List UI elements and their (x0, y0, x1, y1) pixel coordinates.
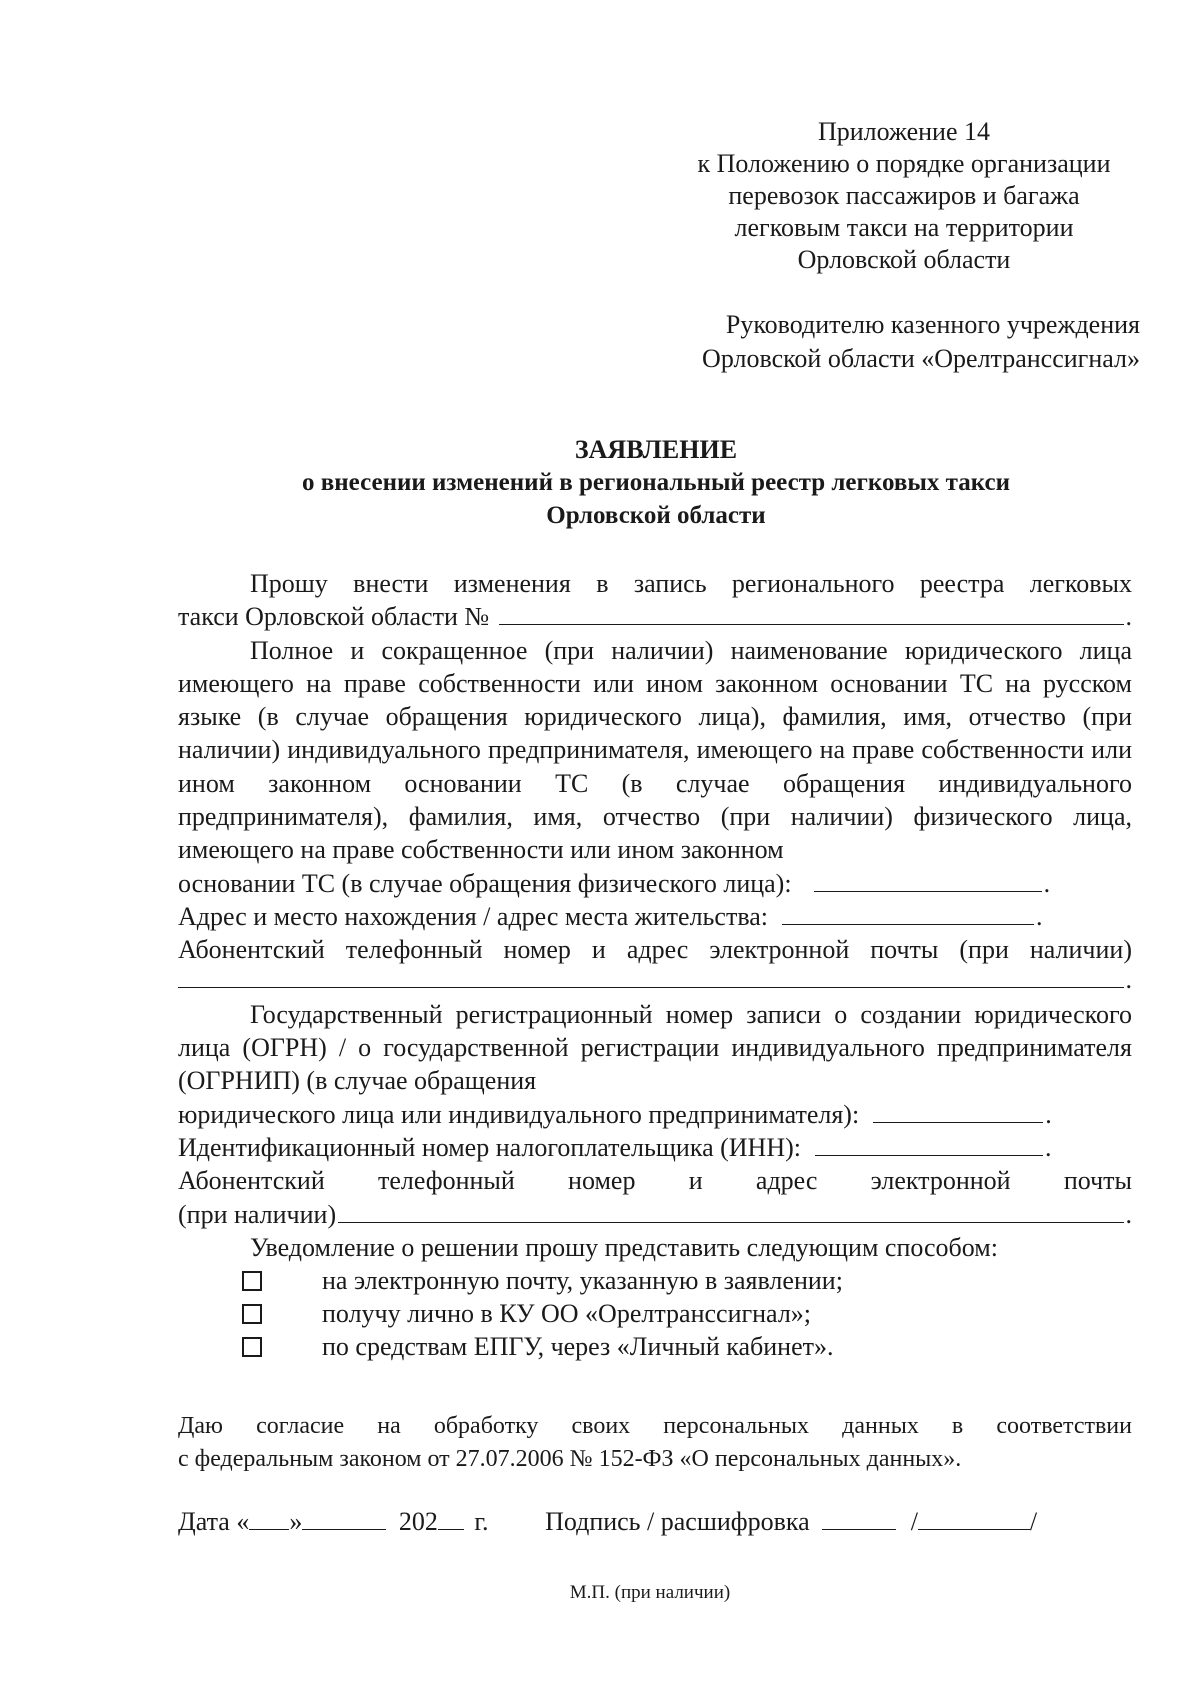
phone-email-field-2[interactable] (338, 1221, 1123, 1223)
in-person-checkbox[interactable] (242, 1304, 262, 1324)
form-body (178, 567, 1132, 1363)
registry-number-row (178, 600, 1132, 633)
year-suffix: г. (474, 1507, 489, 1536)
notification-option-in-person[interactable] (178, 1297, 1132, 1330)
notification-option-epgu[interactable] (178, 1330, 1132, 1363)
addressee-line: Орловской области «Орелтранссигнал» (702, 344, 1140, 373)
owner-name-field[interactable] (814, 890, 1042, 892)
date-year-field[interactable] (438, 1507, 464, 1530)
owner-name-instructions: Полное и сокращенное (при наличии) наименование юридического лица имеющего на праве собственности или ином законном основании ТС на русском языке (в случае обращения юридического лица), фамилия, имя, отчество (при наличии) индивидуального предпринимателя, имеющего на праве собственности или ином законном основании ТС (в случае обращения индивидуального предпринимателя), фамилия, имя, отчество (при наличии) физического лица, имеющего на праве собственности или ином законном (178, 635, 1132, 865)
inn-field[interactable] (815, 1154, 1043, 1156)
phone-email-label-2: Абонентский телефонный номер и адрес электронной почты (178, 1166, 1132, 1196)
registry-number-label: такси Орловской области № (178, 602, 490, 632)
date-year-prefix: 202 (398, 1507, 438, 1536)
personal-data-consent (178, 1410, 1132, 1476)
consent-line: с федеральным законом от 27.07.2006 № 152-ФЗ «О персональных данных». (178, 1446, 962, 1472)
ogrn-field[interactable] (873, 1121, 1043, 1123)
inn-row (178, 1131, 1132, 1164)
signature-label: Подпись / расшифровка (545, 1507, 810, 1536)
title-line: Орловской области (546, 502, 766, 529)
signature-decryption-field[interactable] (918, 1507, 1030, 1530)
slash: / (910, 1507, 918, 1536)
appendix-line: Приложение 14 (817, 117, 991, 146)
registry-number-field[interactable] (499, 623, 1123, 625)
period: . (1125, 1199, 1132, 1229)
owner-name-label: основании ТС (в случае обращения физического лица): (178, 868, 792, 898)
ogrn-row (178, 1098, 1132, 1131)
date-day-field[interactable] (249, 1507, 289, 1530)
signature-field[interactable] (822, 1507, 896, 1530)
date-quote: » (289, 1507, 303, 1536)
period: . (1125, 964, 1132, 994)
inn-label: Идентификационный номер налогоплательщика (ИНН): (178, 1133, 801, 1163)
option-label: на электронную почту, указанную в заявлении; (322, 1266, 843, 1296)
consent-line: Даю согласие на обработку своих персональных данных в соответствии (178, 1413, 1132, 1439)
ogrn-label: юридического лица или индивидуального предпринимателя): (178, 1099, 860, 1129)
period: . (1036, 901, 1043, 931)
date-signature-row (178, 1505, 1132, 1539)
phone-email-label-2-end: (при наличии) (178, 1199, 337, 1229)
email-checkbox[interactable] (242, 1271, 262, 1291)
registry-request-text: Прошу внести изменения в запись регионального реестра легковых (250, 569, 1132, 598)
appendix-header (600, 116, 1200, 276)
stamp-note: М.П. (при наличии) (569, 1582, 731, 1603)
document-title (180, 433, 1132, 532)
option-label: по средствам ЕПГУ, через «Личный кабинет». (322, 1332, 834, 1362)
date-month-field[interactable] (302, 1507, 386, 1530)
period: . (1125, 602, 1132, 632)
address-field[interactable] (782, 923, 1034, 925)
notification-option-email[interactable] (178, 1264, 1132, 1297)
ogrn-instructions: Государственный регистрационный номер записи о создании юридического лица (ОГРН) / о государственной регистрации индивидуального предпринимателя (ОГРНИП) (в случае обращения (178, 999, 1132, 1096)
period: . (1044, 1133, 1052, 1163)
phone-email-field[interactable] (178, 986, 1124, 988)
phone-email-row (178, 963, 1132, 996)
epgu-checkbox[interactable] (242, 1337, 262, 1357)
owner-name-row (178, 867, 1132, 900)
slash: / (1029, 1507, 1038, 1536)
appendix-line: легковым такси на территории (734, 213, 1074, 242)
phone-email-label: Абонентский телефонный номер и адрес электронной почты (при наличии) (178, 935, 1132, 965)
address-label: Адрес и место нахождения / адрес места жительства: (178, 901, 769, 931)
option-label: получу лично в КУ ОО «Орелтранссигнал»; (322, 1299, 812, 1329)
appendix-line: Орловской области (797, 245, 1011, 274)
addressee-line: Руководителю казенного учреждения (725, 310, 1140, 339)
phone-email-row-2 (178, 1198, 1132, 1231)
date-label: Дата « (178, 1507, 250, 1536)
addressee-block (560, 308, 1140, 376)
notification-method-label: Уведомление о решении прошу представить следующим способом: (250, 1232, 998, 1262)
period: . (1043, 868, 1051, 898)
period: . (1045, 1099, 1052, 1129)
appendix-line: к Положению о порядке организации (697, 149, 1111, 178)
address-row (178, 900, 1132, 933)
title-line: о внесении изменений в региональный реестр легковых такси (302, 469, 1010, 496)
appendix-line: перевозок пассажиров и багажа (728, 181, 1080, 210)
title-main: ЗАЯВЛЕНИЕ (574, 435, 738, 464)
